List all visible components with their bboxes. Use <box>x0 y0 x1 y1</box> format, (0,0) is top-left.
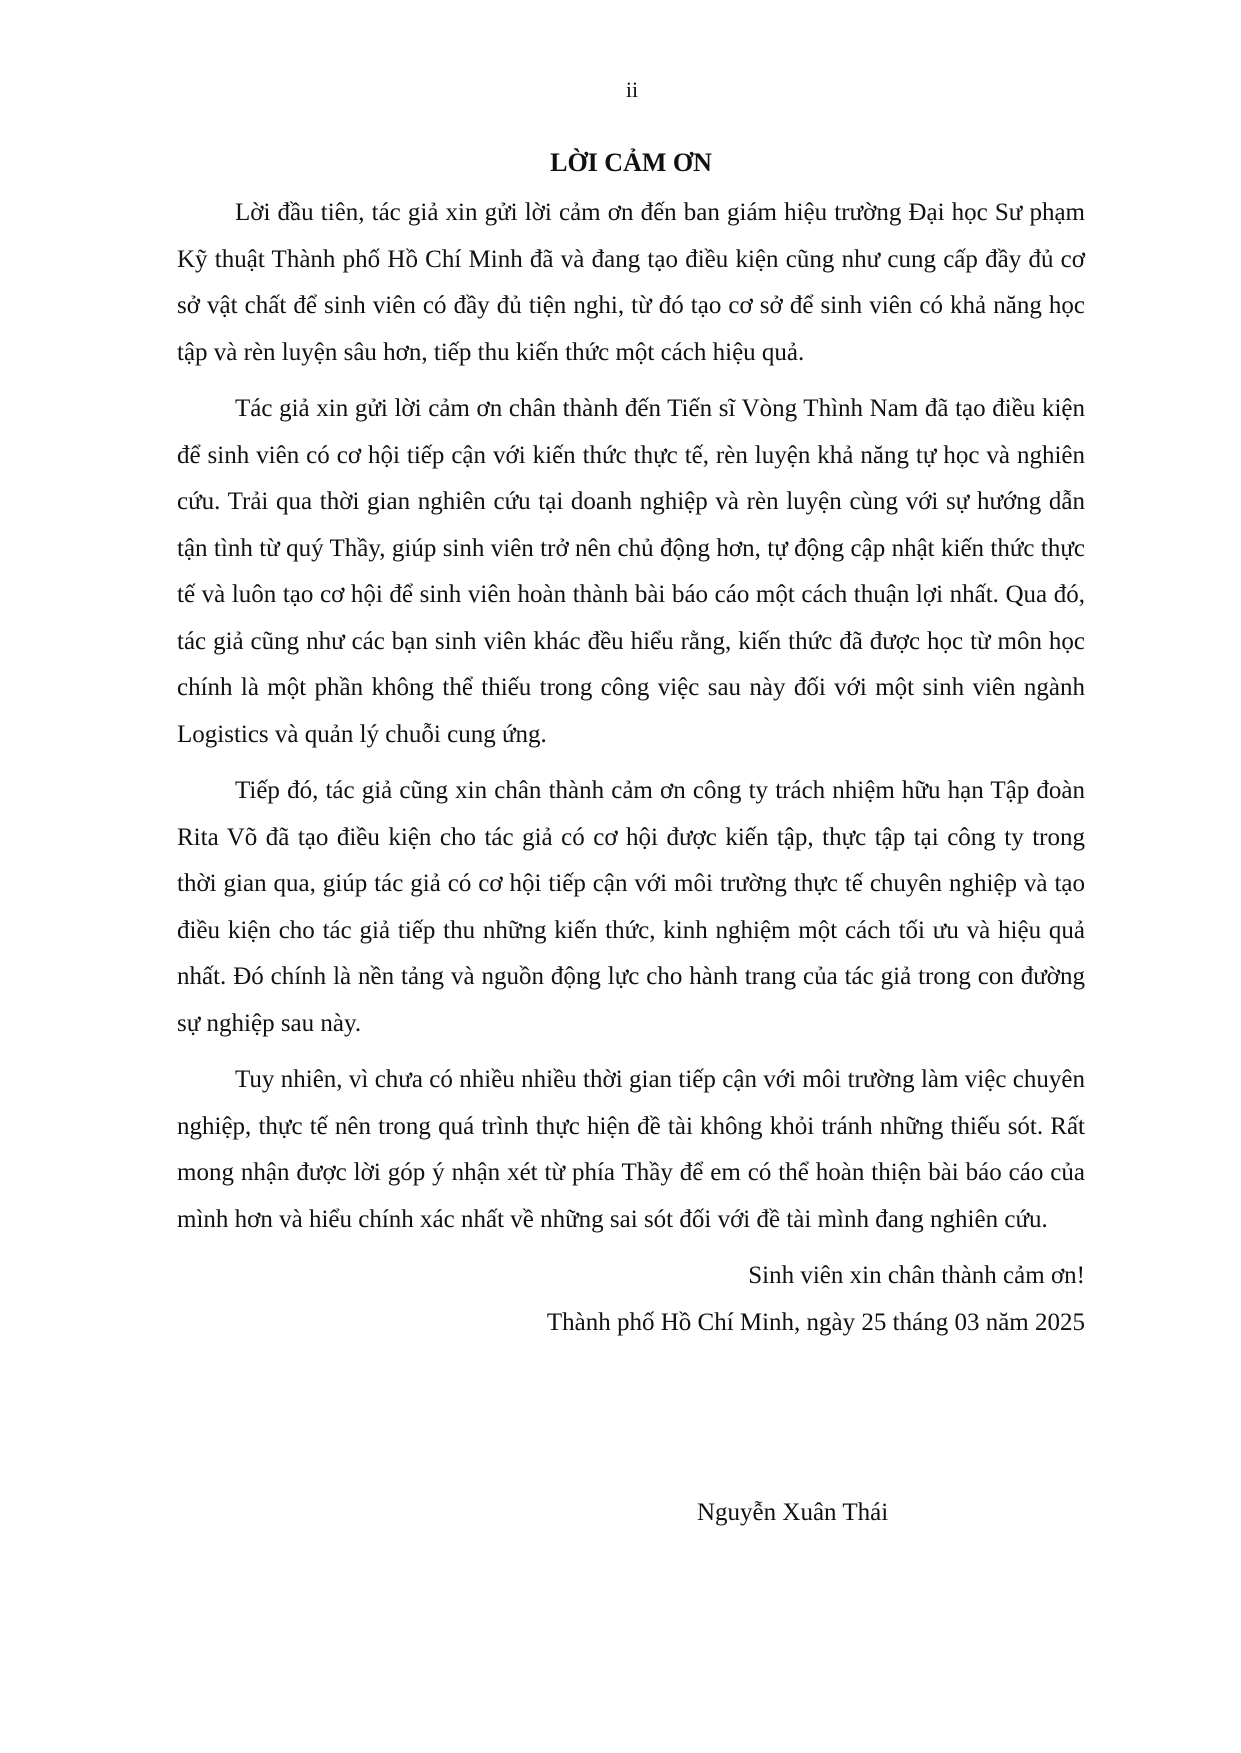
closing-thanks: Sinh viên xin chân thành cảm ơn! <box>748 1262 1085 1289</box>
author-name: Nguyễn Xuân Thái <box>697 1499 889 1526</box>
acknowledgement-body <box>177 146 1085 1346</box>
paragraph-university: Lời đầu tiên, tác giả xin gửi lời cảm ơn đến ban giám hiệu trường Đại học Sư phạm Kỹ thuật Thành phố Hồ Chí Minh đã và đang tạo điều kiện cũng như cung cấp đầy đủ cơ sở vật chất để sinh viên có đầy đủ tiện nghi, từ đó tạo cơ sở để sinh viên có khả năng học tập và rèn luyện sâu hơn, tiếp thu kiến thức một cách hiệu quả. <box>177 199 1085 366</box>
page-number: ii <box>625 77 639 102</box>
place-date: Thành phố Hồ Chí Minh, ngày 25 tháng 03 năm 2025 <box>546 1308 1085 1336</box>
paragraph-advisor: Tác giả xin gửi lời cảm ơn chân thành đến Tiến sĩ Vòng Thình Nam đã tạo điều kiện để sinh viên có cơ hội tiếp cận với kiến thức thực tế, rèn luyện khả năng tự học và nghiên cứu. Trải qua thời gian nghiên cứu tại doanh nghiệp và rèn luyện cùng với sự hướng dẫn tận tình từ quý Thầy, giúp sinh viên trở nên chủ động hơn, tự động cập nhật kiến thức thực tế và luôn tạo cơ hội để sinh viên hoàn thành bài báo cáo một cách thuận lợi nhất. Qua đó, tác giả cũng như các bạn sinh viên khác đều hiểu rằng, kiến thức đã được học từ môn học chính là một phần không thể thiếu trong công việc sau này đối với một sinh viên ngành Logistics và quản lý chuỗi cung ứng. <box>177 395 1085 748</box>
paragraph-company: Tiếp đó, tác giả cũng xin chân thành cảm ơn công ty trách nhiệm hữu hạn Tập đoàn Rita Võ đã tạo điều kiện cho tác giả có cơ hội được kiến tập, thực tập tại công ty trong thời gian qua, giúp tác giả có cơ hội tiếp cận với môi trường thực tế chuyên nghiệp và tạo điều kiện cho tác giả tiếp thu những kiến thức, kinh nghiệm một cách tối ưu và hiệu quả nhất. Đó chính là nền tảng và nguồn động lực cho hành trang của tác giả trong con đường sự nghiệp sau này. <box>177 777 1085 1037</box>
page-title: LỜI CẢM ƠN <box>550 148 712 177</box>
paragraph-apology: Tuy nhiên, vì chưa có nhiều nhiều thời gian tiếp cận với môi trường làm việc chuyên nghiệp, thực tế nên trong quá trình thực hiện đề tài không khỏi tránh những thiếu sót. Rất mong nhận được lời góp ý nhận xét từ phía Thầy để em có thể hoàn thiện bài báo cáo của mình hơn và hiểu chính xác nhất về những sai sót đối với đề tài mình đang nghiên cứu. <box>177 1066 1085 1233</box>
